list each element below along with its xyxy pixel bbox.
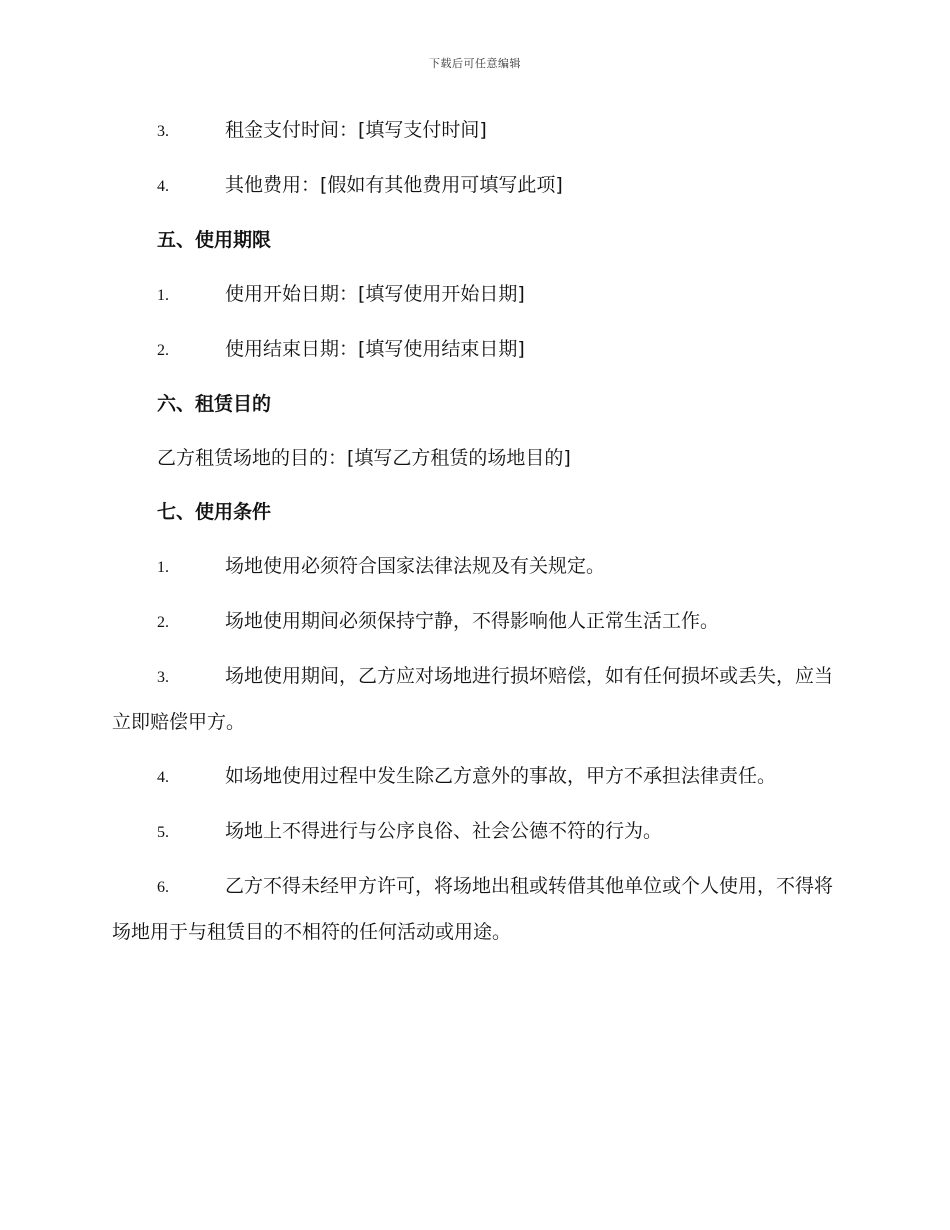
item-number: 4.: [157, 178, 169, 195]
list-item-end-date: [112, 327, 837, 373]
section-heading-usage-conditions: 七、使用条件: [157, 501, 272, 523]
item-text: 如场地使用过程中发生除乙方意外的事故，甲方不承担法律责任。: [225, 765, 777, 787]
item-text: 场地使用期间必须保持宁静，不得影响他人正常生活工作。: [225, 610, 720, 632]
list-item-start-date: [112, 272, 837, 318]
item-number: 1.: [157, 287, 169, 304]
item-number: 6.: [157, 879, 169, 896]
item-number: 3.: [157, 669, 169, 686]
item-text: 使用开始日期：[填写使用开始日期]: [225, 283, 525, 305]
section-heading-usage-period: 五、使用期限: [157, 229, 272, 251]
list-item-condition-3: [112, 654, 837, 745]
item-text: 租金支付时间：[填写支付时间]: [225, 119, 487, 141]
item-number: 5.: [157, 824, 169, 841]
list-item-condition-1: [112, 544, 837, 590]
item-number: 2.: [157, 614, 169, 631]
item-number: 4.: [157, 769, 169, 786]
list-item-condition-6: [112, 864, 837, 955]
list-item-other-fees: [112, 163, 837, 209]
item-text: 场地使用期间，乙方应对场地进行损坏赔偿，如有任何损坏或丢失，应当立即赔偿甲方。: [112, 665, 834, 733]
page-header: 下载后可任意编辑: [429, 57, 521, 70]
section-heading-lease-purpose: 六、租赁目的: [157, 393, 272, 415]
list-item-rent-payment-time: [112, 108, 837, 154]
item-number: 2.: [157, 342, 169, 359]
list-item-condition-5: [112, 809, 837, 855]
item-text: 其他费用：[假如有其他费用可填写此项]: [225, 174, 563, 196]
item-text: 乙方不得未经甲方许可，将场地出租或转借其他单位或个人使用，不得将场地用于与租赁目的不相符的任何活动或用途。: [112, 875, 834, 943]
item-number: 3.: [157, 123, 169, 140]
item-text: 使用结束日期：[填写使用结束日期]: [225, 338, 525, 360]
item-text: 场地上不得进行与公序良俗、社会公德不符的行为。: [225, 820, 663, 842]
item-text: 场地使用必须符合国家法律法规及有关规定。: [225, 555, 606, 577]
document-body: [112, 108, 837, 964]
lease-purpose-text: 乙方租赁场地的目的：[填写乙方租赁的场地目的]: [157, 447, 571, 469]
list-item-condition-2: [112, 599, 837, 645]
item-number: 1.: [157, 559, 169, 576]
list-item-condition-4: [112, 754, 837, 800]
